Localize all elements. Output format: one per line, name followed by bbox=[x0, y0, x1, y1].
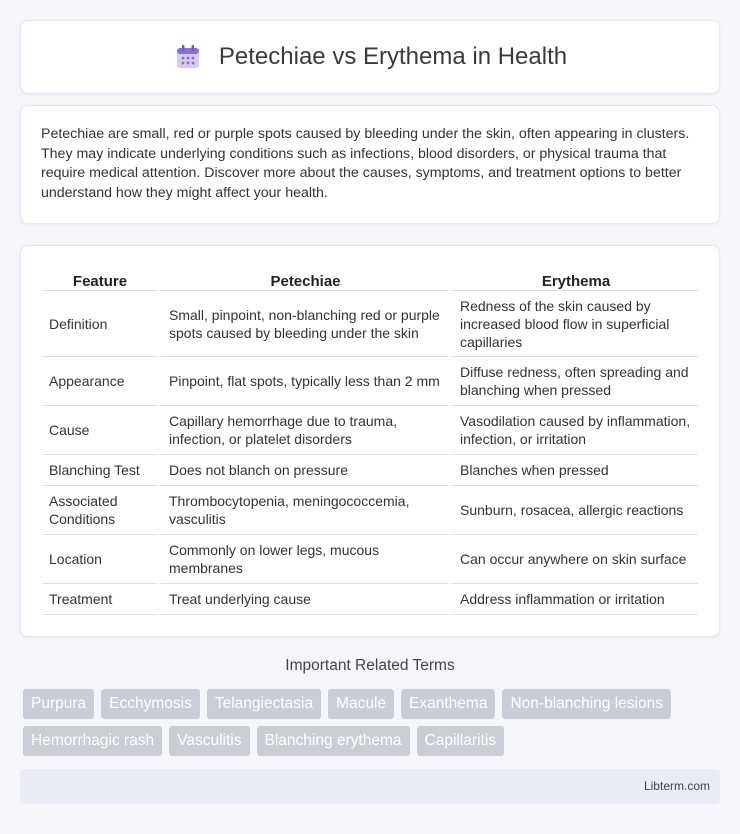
row-petechiae: Pinpoint, flat spots, typically less than 2 mm bbox=[157, 357, 448, 406]
table-row bbox=[43, 357, 698, 406]
header-feature: Feature bbox=[43, 266, 157, 291]
table-row bbox=[43, 406, 698, 455]
tag-vasculitis[interactable]: Vasculitis bbox=[169, 726, 249, 756]
intro-card bbox=[20, 105, 720, 224]
header-erythema: Erythema bbox=[448, 266, 698, 291]
page-title: Petechiae vs Erythema in Health bbox=[218, 43, 568, 70]
row-erythema: Blanches when pressed bbox=[448, 455, 698, 486]
header-petechiae: Petechiae bbox=[157, 266, 448, 291]
row-feature: Location bbox=[43, 535, 157, 584]
row-petechiae: Commonly on lower legs, mucous membranes bbox=[157, 535, 448, 584]
row-erythema: Address inflammation or irritation bbox=[448, 584, 698, 615]
tag-exanthema[interactable]: Exanthema bbox=[401, 689, 495, 719]
header-card bbox=[20, 20, 720, 94]
row-petechiae: Thrombocytopenia, meningococcemia, vasculitis bbox=[157, 486, 448, 535]
row-feature: Blanching Test bbox=[43, 455, 157, 486]
row-erythema: Redness of the skin caused by increased blood flow in superficial capillaries bbox=[448, 291, 698, 357]
row-petechiae: Small, pinpoint, non-blanching red or purple spots caused by bleeding under the skin bbox=[157, 291, 448, 357]
row-erythema: Can occur anywhere on skin surface bbox=[448, 535, 698, 584]
table-row bbox=[43, 535, 698, 584]
comparison-table bbox=[43, 266, 698, 615]
row-feature: Cause bbox=[43, 406, 157, 455]
row-petechiae: Does not blanch on pressure bbox=[157, 455, 448, 486]
row-petechiae: Treat underlying cause bbox=[157, 584, 448, 615]
calendar-icon bbox=[173, 42, 203, 72]
tag-telangiectasia[interactable]: Telangiectasia bbox=[207, 689, 321, 719]
row-erythema: Diffuse redness, often spreading and blanching when pressed bbox=[448, 357, 698, 406]
tag-macule[interactable]: Macule bbox=[328, 689, 394, 719]
table-row bbox=[43, 291, 698, 357]
row-feature: Associated Conditions bbox=[43, 486, 157, 535]
tag-purpura[interactable]: Purpura bbox=[23, 689, 94, 719]
table-row bbox=[43, 486, 698, 535]
intro-text: Petechiae are small, red or purple spots caused by bleeding under the skin, often appearing in clusters. They may indicate underlying conditions such as infections, blood disorders, or physical trauma that require medical attention. Discover more about the causes, symptoms, and treatment options to better understand how they might affect your health. bbox=[41, 126, 690, 201]
row-feature: Treatment bbox=[43, 584, 157, 615]
row-erythema: Vasodilation caused by inflammation, infection, or irritation bbox=[448, 406, 698, 455]
table-row bbox=[43, 455, 698, 486]
table-header-row bbox=[43, 266, 698, 291]
footer-site-link[interactable]: Libterm.com bbox=[643, 779, 710, 793]
tag-hemorrhagic-rash[interactable]: Hemorrhagic rash bbox=[23, 726, 162, 756]
tag-ecchymosis[interactable]: Ecchymosis bbox=[101, 689, 200, 719]
row-feature: Appearance bbox=[43, 357, 157, 406]
row-feature: Definition bbox=[43, 291, 157, 357]
table-row bbox=[43, 584, 698, 615]
tag-capillaritis[interactable]: Capillaritis bbox=[417, 726, 505, 756]
tag-non-blanching-lesions[interactable]: Non-blanching lesions bbox=[502, 689, 671, 719]
footer bbox=[20, 769, 720, 804]
comparison-table-card bbox=[20, 245, 720, 637]
tag-blanching-erythema[interactable]: Blanching erythema bbox=[257, 726, 410, 756]
row-petechiae: Capillary hemorrhage due to trauma, infection, or platelet disorders bbox=[157, 406, 448, 455]
related-terms-list bbox=[23, 689, 723, 756]
row-erythema: Sunburn, rosacea, allergic reactions bbox=[448, 486, 698, 535]
related-terms-title: Important Related Terms bbox=[285, 657, 455, 674]
